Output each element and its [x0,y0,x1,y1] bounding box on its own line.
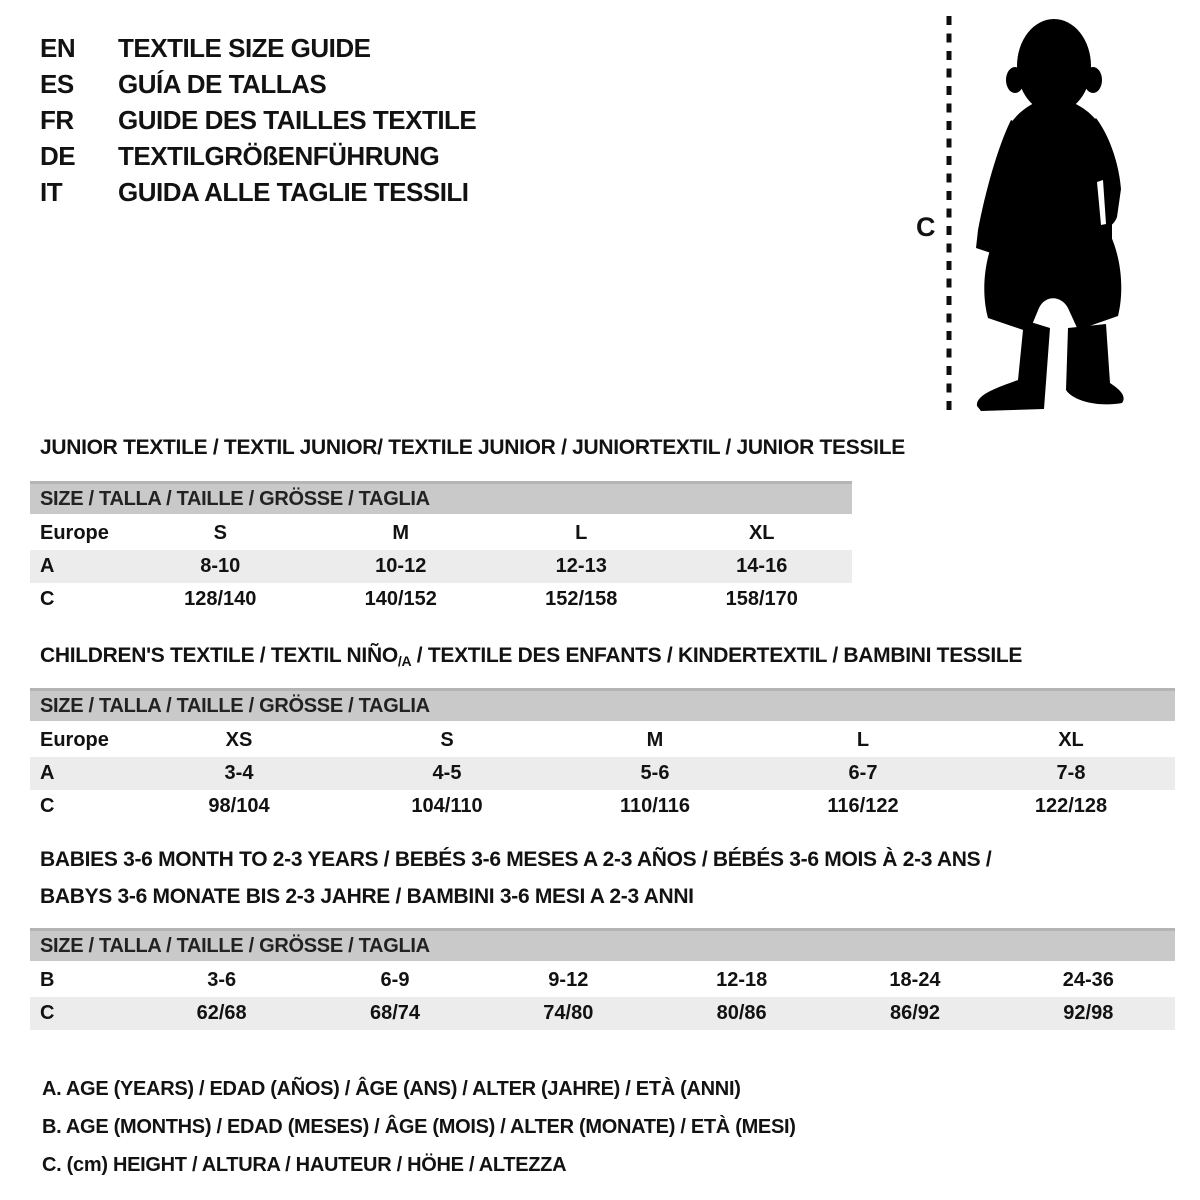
table-row [30,550,852,583]
table-cell: XL [1058,729,1084,751]
table-cell: XS [225,729,253,751]
height-measure-dashed-line [945,16,953,418]
children-title-rest: / TEXTILE DES ENFANTS / KINDERTEXTIL / BAMBINI TESSILE [411,644,1023,667]
table-cell: 12-13 [555,555,607,577]
language-code: DE [40,140,76,171]
legend-line-a: A. AGE (YEARS) / EDAD (AÑOS) / ÂGE (ANS) / ALTER (JAHRE) / ETÀ (ANNI) [42,1078,741,1100]
size-header-bar: SIZE / TALLA / TAILLE / GRÖSSE / TAGLIA [30,481,852,514]
language-row [40,138,476,174]
table-cell: 92/98 [1063,1002,1114,1024]
language-label: TEXTILGRÖßENFÜHRUNG [118,140,440,171]
table-row [30,724,1175,757]
language-title-block [40,30,476,210]
table-cell: S [440,729,454,751]
row-label: Europe [40,522,109,544]
language-code: ES [40,68,74,99]
language-row [40,66,476,102]
table-cell: 74/80 [543,1002,594,1024]
table-row [30,964,1175,997]
table-cell: 122/128 [1034,795,1108,817]
table-cell: 14-16 [736,555,788,577]
children-title-main: CHILDREN'S TEXTILE / TEXTIL NIÑO [40,644,398,667]
children-section-title [40,644,1022,668]
toddler-silhouette-icon [966,14,1138,420]
table-cell: S [213,522,227,544]
height-measure-label: C [916,212,936,242]
babies-section-title-line1: BABIES 3-6 MONTH TO 2-3 YEARS / BEBÉS 3-6 MESES A 2-3 AÑOS / BÉBÉS 3-6 MOIS À 2-3 ANS / [40,848,992,871]
table-cell: 86/92 [889,1002,941,1024]
table-cell: 8-10 [200,555,241,577]
table-cell: 152/158 [545,588,618,610]
table-cell: 158/170 [725,588,798,610]
table-row [30,757,1175,790]
language-code: EN [40,32,76,63]
babies-size-table [30,928,1175,1030]
table-cell: 7-8 [1056,762,1086,784]
row-label: A [40,555,55,577]
table-cell: 80/86 [716,1002,767,1024]
table-cell: 98/104 [208,795,270,817]
babies-section-title-line2: BABYS 3-6 MONATE BIS 2-3 JAHRE / BAMBINI 3-6 MESI A 2-3 ANNI [40,885,694,908]
table-cell: 10-12 [375,555,427,577]
junior-section-title: JUNIOR TEXTILE / TEXTIL JUNIOR/ TEXTILE JUNIOR / JUNIORTEXTIL / JUNIOR TESSILE [40,436,905,459]
row-label: Europe [40,729,109,751]
table-cell: XL [748,522,775,544]
table-cell: 62/68 [196,1002,247,1024]
table-cell: L [856,729,870,751]
table-cell: 3-4 [224,762,254,784]
children-size-table [30,688,1175,823]
table-row [30,583,852,616]
table-cell: 5-6 [640,762,670,784]
table-cell: 110/116 [619,795,691,817]
children-title-subscript: /A [397,653,412,669]
table-row [30,790,1175,823]
size-header-bar: SIZE / TALLA / TAILLE / GRÖSSE / TAGLIA [30,688,1175,721]
language-row [40,102,476,138]
language-row [40,30,476,66]
language-row [40,174,476,210]
legend-line-b: B. AGE (MONTHS) / EDAD (MESES) / ÂGE (MOIS) / ALTER (MONATE) / ETÀ (MESI) [42,1116,796,1138]
table-cell: 18-24 [889,969,941,991]
junior-size-table [30,481,852,616]
table-cell: 4-5 [432,762,462,784]
table-cell: 24-36 [1062,969,1114,991]
table-cell: 116/122 [827,795,899,817]
table-cell: 9-12 [548,969,589,991]
table-cell: 140/152 [364,588,437,610]
table-cell: 3-6 [207,969,237,991]
row-label: B [40,969,55,991]
language-label: GUÍA DE TALLAS [118,68,327,99]
table-cell: 6-9 [380,969,410,991]
table-row [30,517,852,550]
row-label: A [40,762,55,784]
table-cell: 104/110 [411,795,483,817]
language-code: IT [40,176,63,207]
table-cell: 12-18 [716,969,768,991]
language-label: TEXTILE SIZE GUIDE [118,32,371,63]
measure-legend [42,1070,796,1184]
table-row [30,997,1175,1030]
language-label: GUIDE DES TAILLES TEXTILE [118,104,477,135]
legend-line-c: C. (cm) HEIGHT / ALTURA / HAUTEUR / HÖHE / ALTEZZA [42,1154,567,1176]
language-label: GUIDA ALLE TAGLIE TESSILI [118,176,469,207]
language-code: FR [40,104,74,135]
table-cell: M [646,729,664,751]
table-cell: 6-7 [848,762,878,784]
row-label: C [40,588,55,610]
row-label: C [40,795,55,817]
row-label: C [40,1002,55,1024]
table-cell: M [392,522,410,544]
size-header-bar: SIZE / TALLA / TAILLE / GRÖSSE / TAGLIA [30,928,1175,961]
table-cell: 128/140 [184,588,257,610]
table-cell: L [575,522,588,544]
table-cell: 68/74 [369,1002,421,1024]
